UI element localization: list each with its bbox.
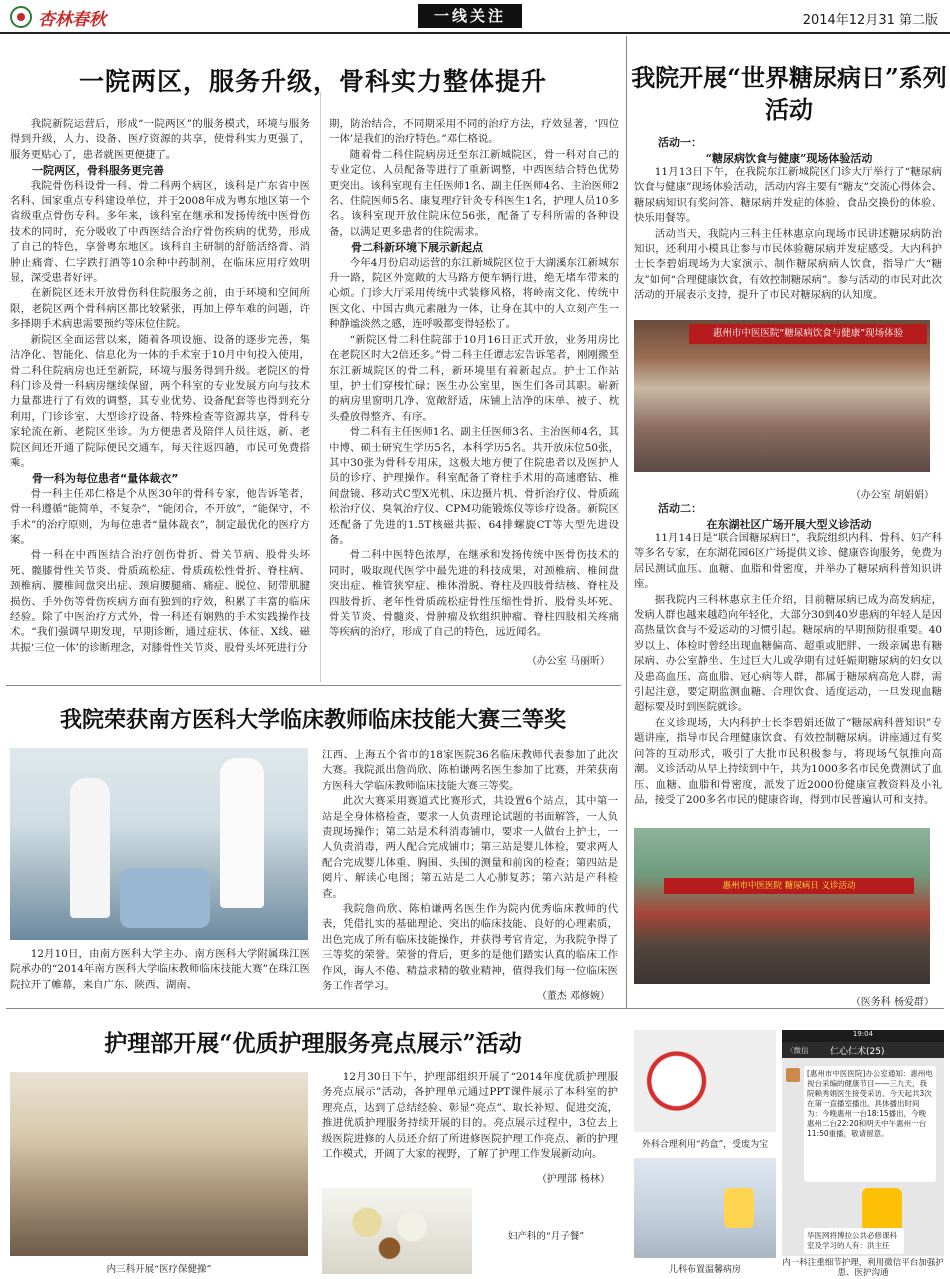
activity-label: 活动二： xyxy=(658,502,702,515)
body-paragraph: 随着骨二科住院病房迁至东江新城院区，骨一科对自己的专业定位、人员配备等进行了重新调整，中西医结合特色优势更突出。该科室现有主任医师1名、副主任医师4名、主治医师2名、住院医师5名、康复理疗针灸专科医生1名，护理人员10多名。该科室现开放住院床位56张，配备了专科所需的各种设备，以满足更多患者的住院需求。 xyxy=(329,148,619,238)
body-paragraph: 在新院区还未开放骨伤科住院服务之前，由于环境和空间所限，老院区两个骨科病区都比较紧张，再加上停车难的问题，许多择期手术病患需要预约等床位住院。 xyxy=(10,287,310,331)
article-headline: 我院开展“世界糖尿病日”系列活动 xyxy=(631,63,947,124)
photo-caption: 内三科开展“医疗保健操” xyxy=(106,1264,212,1275)
body-paragraph: 江西、上海五个省市的18家医院36名临床教师代表参加了此次大赛。我院派出詹尚欣、陈柏谦两名医生参加了比赛，并荣获南方医科大学临床教师临床技能大赛三等奖。 xyxy=(322,749,618,792)
article-column xyxy=(634,531,942,808)
byline: （办公室 胡娟娟） xyxy=(850,490,934,501)
body-paragraph: 骨一科主任邓仁格是个从医30年的骨科专家，他告诉笔者，骨一科遵循“能简单，不复杂”，“能闭合，不开放”，“能保守，不手术”的治疗原则，为每位患者“量体裁衣”，制定最优化的医疗方案。 xyxy=(10,487,310,546)
body-paragraph: 11月14日是“联合国糖尿病日”，我院组织内科、骨科、妇产科等多名专家，在东湖花园6区广场提供义诊、健康咨询服务，免费为居民测试血压、血糖、血脂和骨密度，并举办了糖尿病科普知识讲座。 xyxy=(634,532,942,591)
body-paragraph: 活动当天，我院内三科主任林惠京向现场市民讲述糖尿病防治知识，还利用小模具让参与市民体验糖尿病并发症感受。大内科护士长李碧娟现场为大家演示、制作糖尿病病人饮食，指导广大“糖友”如何“合理健康饮食，有效控制糖尿病”。参与活动的市民对此次活动的开展表示支持，提升了市民对糖尿病的认知度。 xyxy=(634,227,942,302)
body-paragraph: 我院新院运营后，形成“一院两区”的服务模式，环境与服务得到升级，人力、设备、医疗资源的共享，使骨科实力更强了，服务更贴心了，患者就医更便捷了。 xyxy=(10,118,310,161)
byline: （护理部 杨林） xyxy=(536,1174,610,1185)
photo-figure xyxy=(70,778,110,918)
column-divider xyxy=(320,92,321,682)
phone-status-time: 19:04 xyxy=(852,1030,874,1038)
byline: （办公室 马丽昕） xyxy=(526,656,610,667)
photo-pediatric-ward xyxy=(634,1158,776,1258)
issue-date: 2014年12月31 第二版 xyxy=(802,13,938,28)
section-divider xyxy=(6,685,621,686)
article-headline: 一院两区，服务升级，骨科实力整体提升 xyxy=(78,67,547,96)
back-button: 〈微信 xyxy=(786,1046,809,1055)
section-divider xyxy=(6,1008,944,1009)
body-paragraph: 今年4月份启动运营的东江新城院区位于大湖溪东江新城东升一路，院区外宽敞的大马路方便车辆行进，绝无堵车带来的心烦。门诊大厅采用传统中式装修风格，将岭南文化、传统中医文化、中国古典元素融为一体，让身在其中的人立刻产生一种静谧淡然之感，连呼吸都变得轻松了。 xyxy=(329,256,619,331)
article-headline: 我院荣获南方医科大学临床教师临床技能大赛三等奖 xyxy=(59,707,566,733)
body-paragraph: 骨二科有主任医师1名、副主任医师3名、主治医师4名，其中博、硕士研究生学历5名，本科学历5名。共开放床位50张，其中30张为骨科专用床，这极大地方便了住院患者以及医护人员的诊疗、护理操作。科室配备了脊柱手术用的高速磨钻、椎间盘镜、移动式C型X光机、床边摄片机、骨折治疗仪、骨质疏松治疗仪、臭氧治疗仪、CPM功能锻炼仪等诊疗设备。新院区还配备了先进的1.5T核磁共振、64排螺旋CT等大型先进设备。 xyxy=(329,426,620,546)
article-column xyxy=(329,117,619,641)
body-paragraph: 据我院内三科林惠京主任介绍，目前糖尿病已成为高发病症，发病人群也越来越趋向年轻化，大部分30到40岁患病的年轻人是因高热量饮食与不爱运动的习惯引起。糖尿病的早期预防很重要。40岁以上、体检时曾经出现血糖偏高、超重或肥胖、一级亲属患有糖尿病、办公室静坐、生过巨大儿或孕期有过妊娠期糖尿病的妇女以及患高血压、高血脂、冠心病等人群，都属于糖尿病高危人群，需引起注意，要定期监测血糖、合理饮食、适度运动，一旦发现血糖超标要及时到医院就诊。 xyxy=(634,593,942,714)
activity-title: “糖尿病饮食与健康”现场体验活动 xyxy=(705,152,873,165)
photo-caption: 外科合理利用“药盒”，受废为宝 xyxy=(641,1140,769,1150)
chat-header xyxy=(782,1042,944,1058)
body-paragraph: 11月13日下午，在我院东江新城院区门诊大厅举行了“糖尿病饮食与健康”现场体验活动，活动内容主要有“糖友”交流心得体会、糖尿病知识有奖问答、糖尿病并发症的体验、食品交换份的体验、快乐用餐等。 xyxy=(634,166,942,225)
photo-figure xyxy=(220,758,264,908)
article-headline: 护理部开展“优质护理服务亮点展示”活动 xyxy=(104,1030,522,1057)
photo-caption: 内一科注重细节护理，利用微信平台加强护患、医护沟通 xyxy=(782,1258,944,1278)
avatar xyxy=(786,1068,800,1082)
body-paragraph: 此次大赛采用赛道式比赛形式，共设置6个站点，其中第一站是全身体格检查，要求一人负责理论试题的书面解答，一人负责现场操作；第二站是术科消毒铺巾，要求一人做台上护士，一人负责消毒，两人配合完成铺巾；第三站是婴儿体检，要求两人配合完成婴儿体重、胸围、头围的测量和前囟的检查；第四站是阅片、解读心电图；第五站是二人心肺复苏；第六站是产科检查。 xyxy=(322,795,618,900)
body-paragraph: 新院区全面运营以来，随着各项设施、设备的逐步完善，集洁净化、智能化、信息化为一体的手术室于10月中旬投入使用，骨二科住院病房也迁至新院，环境与服务得到升级。老院区的骨科门诊及骨一科病房继续保留，两个科室的专业发展方向与技术力量都进行了有效的调整，其专业优势、设备配套等也得到充分利用，门诊诊室、大型诊疗设备、特殊检查等资源共享，骨科专家轮流在新、老院区坐诊。为方便患者及陪伴人员往返，新、老院区间还开通了院际便民交通车，每天往返四趟，市民可免费搭乘。 xyxy=(10,333,310,469)
photo-diabetes-clinic-event xyxy=(634,828,930,984)
section-subheading: 骨二科新环境下展示新起点 xyxy=(351,241,483,255)
newspaper-brand: 杏林春秋 xyxy=(38,10,106,30)
giraffe-decoration-icon xyxy=(724,1188,754,1228)
chat-message: 华医网将博拉公共必修课科室及学习的人有：洪主任 xyxy=(804,1228,904,1254)
photo-caption: 妇产科的“月子餐” xyxy=(507,1231,585,1242)
body-paragraph: 在义诊现场，大内科护士长李碧娟还做了“糖尿病科普知识”专题讲座，指导市民合理健康饮食、有效控制糖尿病。讲座通过有奖问答的互动形式，吸引了大批市民积极参与，将现场气氛推向高潮。义诊活动从早上持续到中午，共为1000多名市民免费测试了血压、血糖、血脂和骨密度，派发了近2000份健康宣教资料及小礼品，接受了200多名市民的健康咨询，得到市民普遍认可和支持。 xyxy=(634,716,942,806)
section-label: 一线关注 xyxy=(418,4,522,28)
article-column xyxy=(634,165,942,304)
photo-health-exercise xyxy=(10,1072,308,1256)
event-banner: 惠州市中医医院 糖尿病日 义诊活动 xyxy=(664,878,914,894)
body-paragraph: 骨一科在中西医结合治疗创伤骨折、骨关节病、股骨头坏死、髋膝骨性关节炎、骨质疏松症、骨质疏松性骨折、脊柱病、颈椎病、腰椎间盘突出症、颈肩腰腿痛、痛症、脱位、韧带肌腱损伤、手外伤等骨伤疾病方面有独到的疗效，积累了丰富的临床经验。除了中医治疗方式外，骨一科还有娴熟的手术实践操作技术。“我们强调早期发现，早期诊断，通过症状、体征、X线、磁共振‘三位一体’的诊断理念，对膝骨性关节炎、股骨头坏死进行分 xyxy=(10,549,310,654)
event-banner: 惠州市中医医院“糖尿病饮食与健康”现场体验 xyxy=(689,324,927,344)
masthead xyxy=(0,0,950,34)
article-column xyxy=(10,117,310,656)
photo-pill-box xyxy=(634,1030,776,1132)
body-paragraph: “新院区骨二科住院部于10月16日正式开放，业务用房比在老院区时大2倍还多。”骨二科主任谭志宏告诉笔者，刚刚搬至东江新城院区的骨二科，新环境里有着新起点。护士工作站里，护士们穿梭忙碌；医生办公室里，医生们各司其职。崭新的病房里窗明几净、宽敞舒适，床铺上洁净的床单、被子、枕头叠放得整齐、有序。 xyxy=(329,333,619,423)
section-subheading: 骨一科为每位患者“量体裁衣” xyxy=(32,472,179,486)
body-paragraph: 骨二科中医特色浓厚，在继承和发扬传统中医骨伤技术的同时，吸取现代医学中最先进的科技成果，对颈椎病、椎间盘突出症、椎管狭窄症、椎体滑脱、脊柱及四肢骨结核、脊柱及四肢骨折、老年性骨质疏松症骨性压缩性骨折、股骨头坏死、骨关节炎、骨髓炎、骨肿瘤及软组织肿瘤、脊柱四肢相关疼痛等疾病的治疗，形成了自己的特色，远近闻名。 xyxy=(329,549,619,639)
column-divider xyxy=(626,36,627,1008)
article-column: 12月30日下午，护理部组织开展了“2014年度优质护理服务亮点展示”活动，各护理单元通过PPT课件展示了本科室的护理亮点，达到了总结经验、彰显“亮点”、取长补短、促进交流，推进优质护理服务持续开展的目的。亮点展示过程中，3位去上级医院进修的人员还介绍了所进修医院护理工作亮点、新的护理工作模式，开阔了大家的视野，了解了护理工作发展新动向。 xyxy=(322,1071,618,1161)
photo-postpartum-meals xyxy=(322,1188,472,1274)
byline: （医务科 杨爱群） xyxy=(850,997,934,1008)
body-paragraph: 期，防治结合，不同期采用不同的治疗方法，疗效显著，‘四位一体’是我们的治疗特色。”邓仁格说。 xyxy=(329,118,619,146)
photo-diabetes-diet-event xyxy=(634,320,930,472)
photo-wechat-screenshot xyxy=(782,1030,944,1256)
activity-label: 活动一： xyxy=(658,136,702,149)
article-column xyxy=(322,748,618,995)
body-paragraph: 我院骨伤科设骨一科、骨二科两个病区，该科是广东省中医名科、国家重点专科建设单位，并于2008年成为粤东地区第一个省级重点骨伤专科。多年来，该科室在继承和发扬传统中医骨伤技术的同时，充分吸收了中西医结合治疗骨伤疾病的优势，形成了自己的特色，享誉粤东地区。该科自主研制的舒筋活络膏、消肿止痛膏、仁字跌打酒等10余种中药制剂，在临床应用疗效明显，深受患者好评。 xyxy=(10,179,310,285)
byline: （董杰 邓修婉） xyxy=(536,991,610,1002)
photo-caption: 儿科布置温馨病房 xyxy=(668,1265,741,1275)
body-paragraph: 我院詹尚欣、陈柏谦两名医生作为院内优秀临床教师的代表，凭借扎实的基础理论、突出的临床技能、良好的心理素质，出色完成了所有临床技能操作，并获得考官肯定，为我院争得了三等奖的荣誉。荣誉的背后，更多的是他们踏实认真的临床工作作风，诲人不倦、精益求精的敬业精神，值得我们每一位临床医务工作者学习。 xyxy=(322,903,618,993)
photo-skills-contest xyxy=(10,748,308,940)
section-subheading: 一院两区，骨科服务更完善 xyxy=(32,164,164,178)
chat-title: 仁心仁术(25) xyxy=(830,1047,885,1057)
activity-title: 在东湖社区广场开展大型义诊活动 xyxy=(706,518,872,531)
chat-message: [惠州市中医医院]办公室通知：惠州电视台采编的健康节目——三九天，我院赖秀娟医生接受采访。今天起共3次在第一直播室播出。具体播出时间为：今晚惠州一台18:15播出，今晚惠州二台22:20和明天中午惠州一台11:50重播，敬请留意。 xyxy=(804,1066,936,1182)
hospital-logo-icon xyxy=(10,6,32,28)
photo-caption-paragraph: 12月10日，由南方医科大学主办、南方医科大学附属珠江医院承办的“2014年南方医科大学临床教师临床技能大赛”在珠江医院拉开了帷幕，来自广东、陕西、湖南、 xyxy=(10,948,310,991)
photo-figure xyxy=(120,868,210,928)
